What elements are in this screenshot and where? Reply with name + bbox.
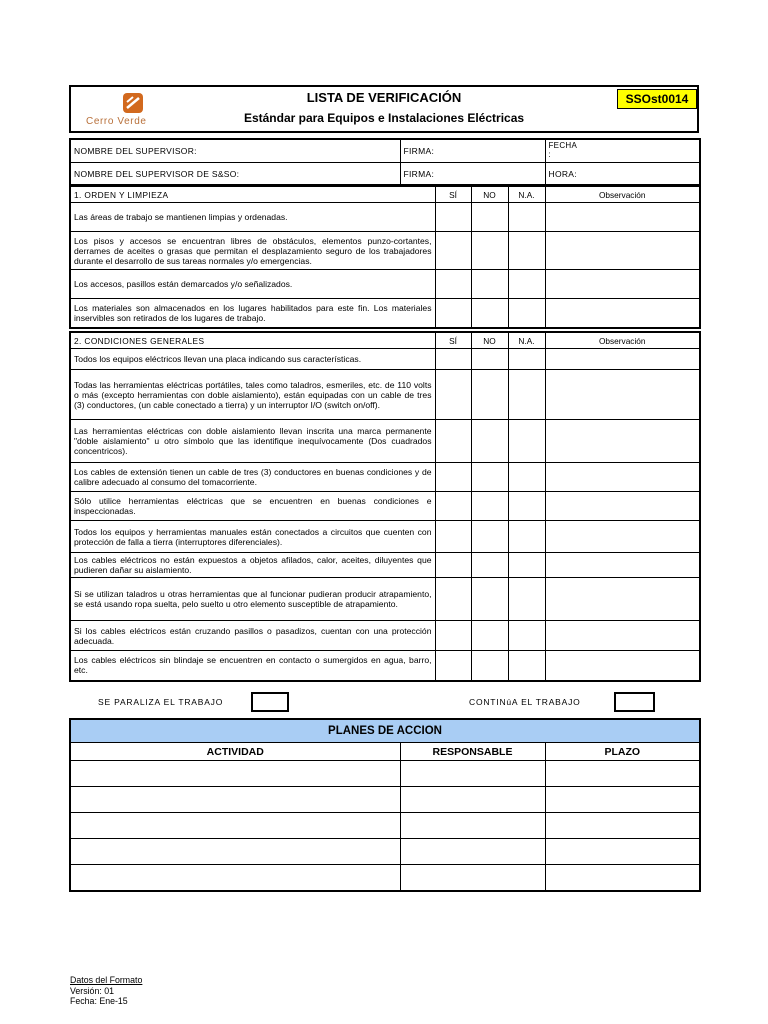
observation-cell[interactable] [545,203,700,232]
section-orden-limpieza [69,185,701,329]
check-si-cell[interactable] [435,651,471,681]
check-si-cell[interactable] [435,349,471,370]
format-info-title: Datos del Formato [70,975,143,985]
checklist-item: Todos los equipos y herramientas manuales están conectados a circuitos que cuenten con protección de falla a tierra (interruptores diferenciales). [70,521,435,553]
check-no-cell[interactable] [471,651,508,681]
firma-label: FIRMA: [403,146,435,156]
check-si-cell[interactable] [435,578,471,621]
col-actividad: ACTIVIDAD [70,743,400,761]
check-na-cell[interactable] [508,420,545,463]
col-na: N.A. [508,186,545,203]
supervisor-signature-field[interactable] [400,139,545,163]
observation-cell[interactable] [545,621,700,651]
check-no-cell[interactable] [471,578,508,621]
sso-supervisor-name-field[interactable] [70,163,400,186]
check-na-cell[interactable] [508,299,545,328]
col-no: NO [471,332,508,349]
responsable-cell[interactable] [400,813,545,839]
format-version: Versión: 01 [70,985,115,996]
supervisor-name-label: NOMBRE DEL SUPERVISOR: [74,146,197,156]
time-field[interactable] [545,163,700,186]
check-na-cell[interactable] [508,270,545,299]
checklist-item: Todas las herramientas eléctricas portátiles, tales como taladros, esmeriles, etc. de 110 volts o más (excepto herramientas con doble aislamiento), están equipadas con un cable de tres (3) conductores, (un cable conectado a tierra) y un interruptor I/O (switch on/off). [70,370,435,420]
check-no-cell[interactable] [471,232,508,270]
checklist-item: Los materiales son almacenados en los lugares habilitados para este fin. Los materiales inservibles son retirados de los lugares de trabajo. [70,299,435,328]
observation-cell[interactable] [545,492,700,521]
check-si-cell[interactable] [435,420,471,463]
check-na-cell[interactable] [508,349,545,370]
actividad-cell[interactable] [70,839,400,865]
checklist-item: Los cables de extensión tienen un cable de tres (3) conductores en buenas condiciones y de calibre adecuado al consumo del tomacorriente. [70,463,435,492]
check-no-cell[interactable] [471,370,508,420]
checklist-item: Las herramientas eléctricas con doble aislamiento llevan inscrita una marca permanente "doble aislamiento" u otro símbolo que las identifique inequívocamente (Dos cuadrados concentricos). [70,420,435,463]
col-na: N.A. [508,332,545,349]
check-na-cell[interactable] [508,492,545,521]
continua-checkbox[interactable] [614,692,655,712]
col-si: SÍ [435,186,471,203]
check-no-cell[interactable] [471,553,508,578]
section-title: 2. CONDICIONES GENERALES [70,332,435,349]
actividad-cell[interactable] [70,761,400,787]
observation-cell[interactable] [545,232,700,270]
check-na-cell[interactable] [508,553,545,578]
checklist-item: Todos los equipos eléctricos llevan una placa indicando sus características. [70,349,435,370]
checklist-item: Los cables eléctricos no están expuestos a objetos afilados, calor, aceites, diluyentes que pudieren dañar su aislamiento. [70,553,435,578]
check-no-cell[interactable] [471,203,508,232]
check-no-cell[interactable] [471,270,508,299]
check-si-cell[interactable] [435,299,471,328]
document-header [69,85,699,133]
responsable-cell[interactable] [400,839,545,865]
paraliza-label: SE PARALIZA EL TRABAJO [98,697,224,707]
check-si-cell[interactable] [435,232,471,270]
plazo-cell[interactable] [545,761,700,787]
check-na-cell[interactable] [508,578,545,621]
col-responsable: RESPONSABLE [400,743,545,761]
fecha-label: FECHA [548,141,578,150]
observation-cell[interactable] [545,553,700,578]
fecha-colon: : [548,150,552,159]
col-no: NO [471,186,508,203]
format-info [70,975,142,1007]
checklist-item: Sólo utilice herramientas eléctricas que se encuentren en buenas condiciones e inspeccionadas. [70,492,435,521]
observation-cell[interactable] [545,270,700,299]
responsable-cell[interactable] [400,787,545,813]
checklist-item: Los pisos y accesos se encuentran libres de obstáculos, elementos punzo-cortantes, derrames de aceites o grasas que permitan el desplazamiento seguro de los trabajadores durante el desarrollo de sus tareas normales y/o emergencias. [70,232,435,270]
observation-cell[interactable] [545,651,700,681]
hora-label: HORA: [548,168,577,179]
observation-cell[interactable] [545,370,700,420]
check-si-cell[interactable] [435,621,471,651]
plazo-cell[interactable] [545,865,700,892]
plazo-cell[interactable] [545,813,700,839]
firma-label: FIRMA: [403,168,435,179]
check-si-cell[interactable] [435,553,471,578]
section-condiciones-generales [69,331,701,682]
format-date: Fecha: Ene-15 [70,996,128,1006]
observation-cell[interactable] [545,349,700,370]
checklist-item: Si los cables eléctricos están cruzando pasillos o pasadizos, cuentan con una protección adecuada. [70,621,435,651]
plazo-cell[interactable] [545,839,700,865]
action-plans-table [69,718,701,892]
col-plazo: PLAZO [545,743,700,761]
logo-text: Cerro Verde [86,116,147,127]
checklist-item: Los cables eléctricos sin blindaje se encuentren en contacto o sumergidos en agua, barro, etc. [70,651,435,681]
section-title: 1. ORDEN Y LIMPIEZA [70,186,435,203]
observation-cell[interactable] [545,420,700,463]
check-na-cell[interactable] [508,203,545,232]
paraliza-checkbox[interactable] [251,692,289,712]
checklist-item: Los accesos, pasillos están demarcados y/o señalizados. [70,270,435,299]
check-no-cell[interactable] [471,420,508,463]
check-na-cell[interactable] [508,651,545,681]
supervisor-name-field[interactable] [70,139,400,163]
check-no-cell[interactable] [471,463,508,492]
page-subtitle: Estándar para Equipos e Instalaciones Eléctricas [243,111,525,125]
check-si-cell[interactable] [435,370,471,420]
actividad-cell[interactable] [70,865,400,892]
check-si-cell[interactable] [435,270,471,299]
form-code-badge: SSOst0014 [617,89,697,109]
continua-label: CONTINúA EL TRABAJO [469,697,581,707]
check-si-cell[interactable] [435,521,471,553]
plans-title: PLANES DE ACCION [70,719,700,743]
date-field[interactable] [545,139,700,163]
plazo-cell[interactable] [545,787,700,813]
check-na-cell[interactable] [508,232,545,270]
actividad-cell[interactable] [70,813,400,839]
sso-signature-field[interactable] [400,163,545,186]
check-si-cell[interactable] [435,203,471,232]
observation-cell[interactable] [545,521,700,553]
checklist-item: Si se utilizan taladros u otras herramientas que al funcionar pudieran producir atrapamiento, se está usando ropa suelta, pelo suelto u otro elemento susceptible de atrapamiento. [70,578,435,621]
sso-supervisor-label: NOMBRE DEL SUPERVISOR DE S&SO: [74,168,240,179]
check-si-cell[interactable] [435,463,471,492]
responsable-cell[interactable] [400,761,545,787]
check-no-cell[interactable] [471,492,508,521]
col-observacion: Observación [545,332,700,349]
check-no-cell[interactable] [471,621,508,651]
observation-cell[interactable] [545,463,700,492]
responsable-cell[interactable] [400,865,545,892]
check-na-cell[interactable] [508,463,545,492]
check-no-cell[interactable] [471,349,508,370]
observation-cell[interactable] [545,299,700,328]
check-na-cell[interactable] [508,621,545,651]
col-observacion: Observación [545,186,700,203]
actividad-cell[interactable] [70,787,400,813]
check-no-cell[interactable] [471,299,508,328]
check-na-cell[interactable] [508,370,545,420]
check-si-cell[interactable] [435,492,471,521]
check-no-cell[interactable] [471,521,508,553]
page-title: LISTA DE VERIFICACIÓN [306,90,462,105]
check-na-cell[interactable] [508,521,545,553]
col-si: SÍ [435,332,471,349]
checklist-item: Las áreas de trabajo se mantienen limpias y ordenadas. [70,203,435,232]
supervisor-table [69,138,701,186]
observation-cell[interactable] [545,578,700,621]
